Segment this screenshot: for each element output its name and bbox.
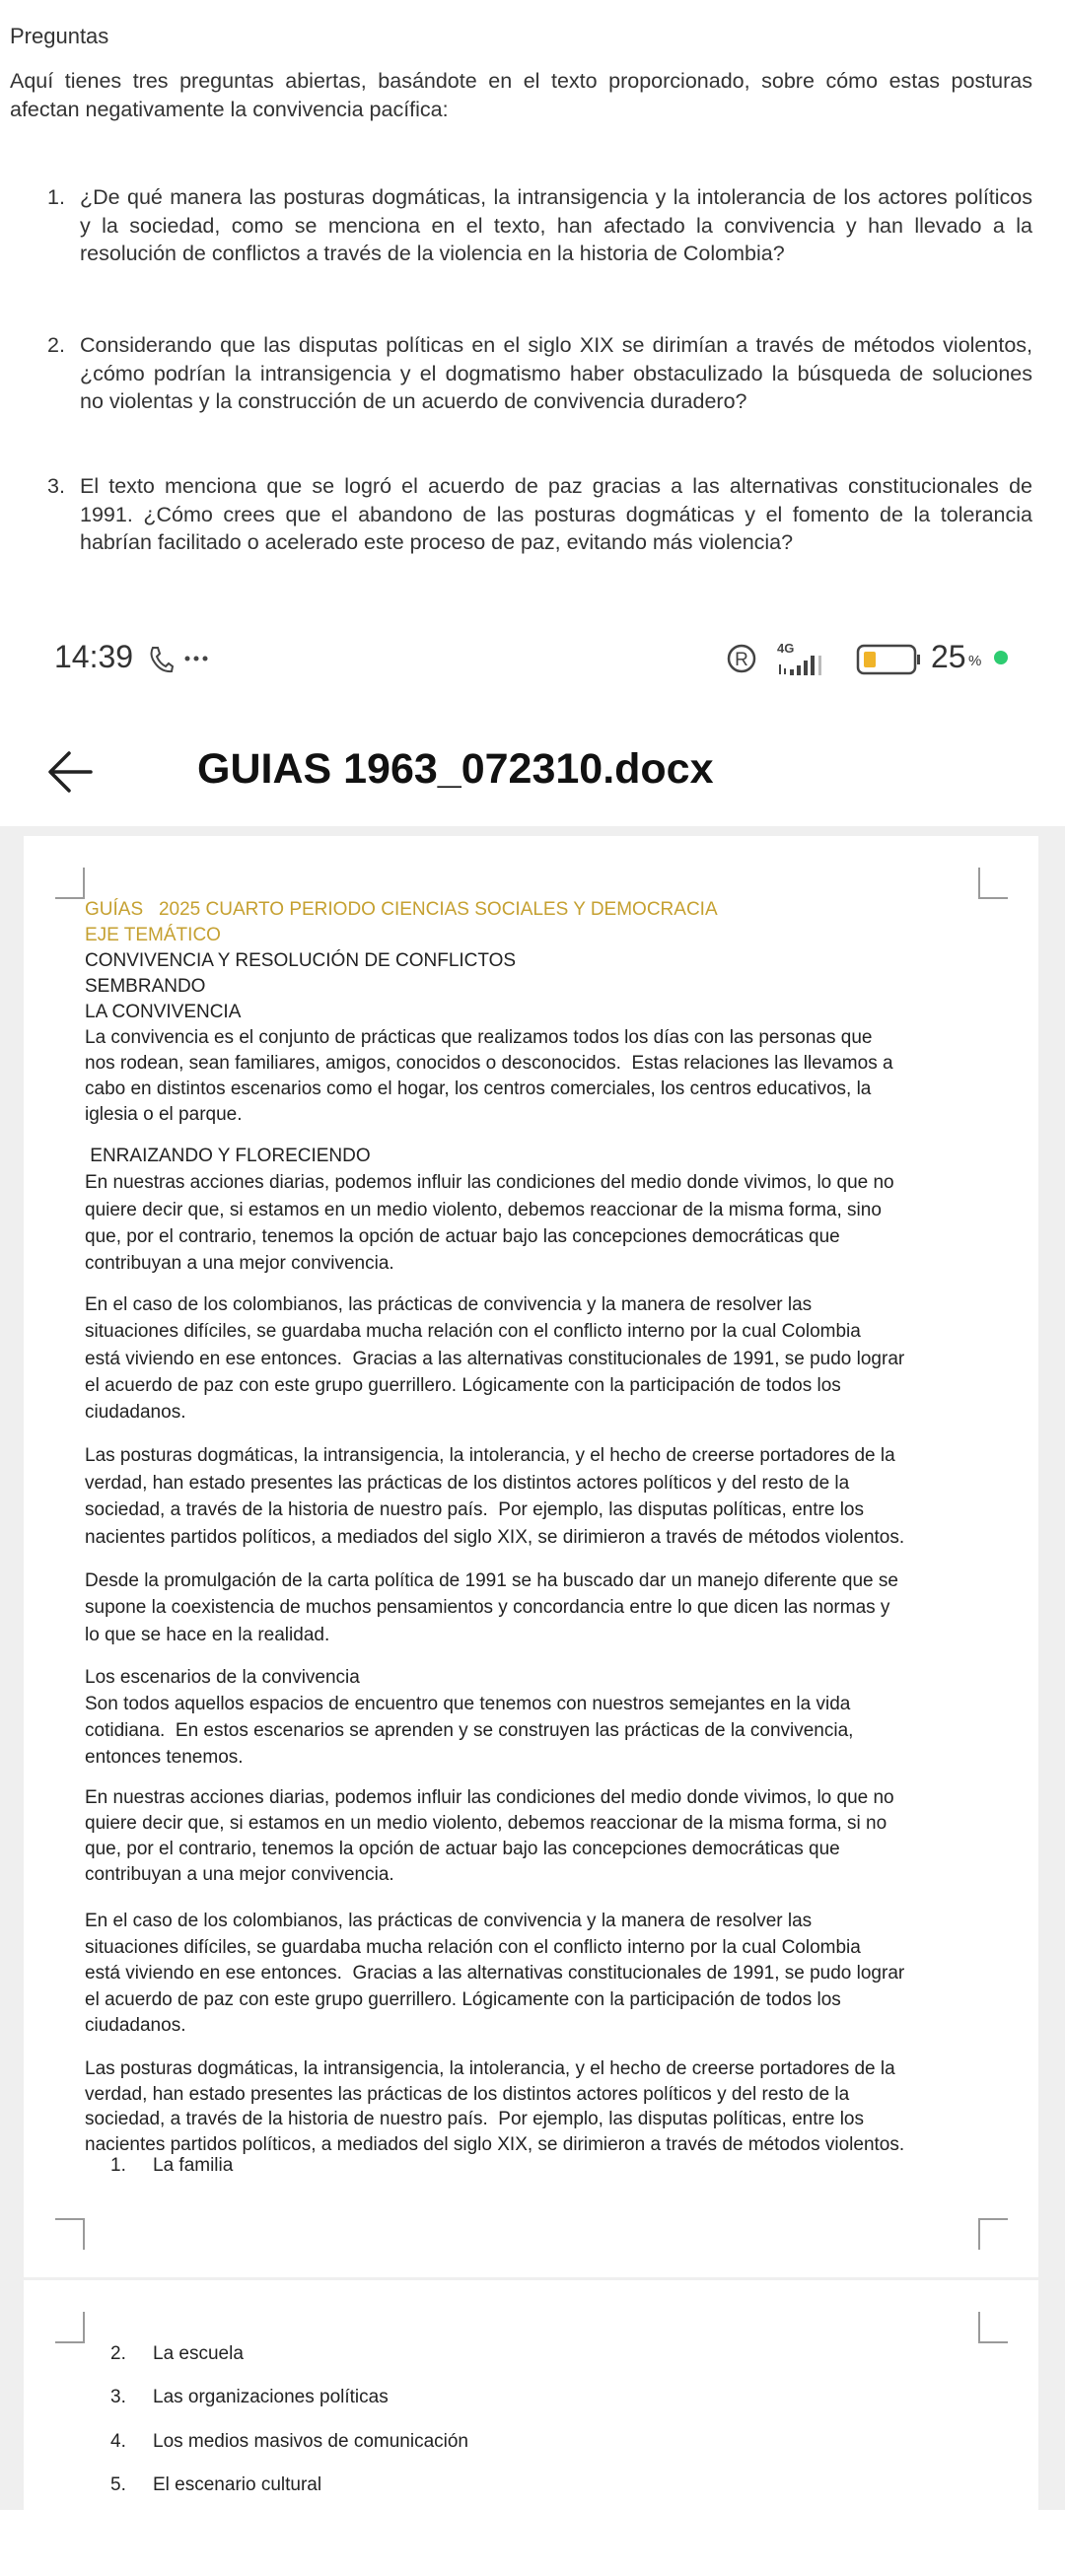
section-heading: GUÍAS 2025 CUARTO PERIODO CIENCIAS SOCIALES Y DEMOCRACIA xyxy=(85,899,718,920)
section-heading: ENRAIZANDO Y FLORECIENDO xyxy=(85,1146,371,1166)
document-page-1 xyxy=(24,836,1038,2277)
paragraph-line: que, por el contrario, tenemos la opción de actuar bajo las concepciones democráticas que xyxy=(85,1839,840,1859)
paragraph xyxy=(85,1442,904,1551)
paragraph-line: En el caso de los colombianos, las prácticas de convivencia y la manera de resolver las xyxy=(85,1294,813,1315)
section-heading: CONVIVENCIA Y RESOLUCIÓN DE CONFLICTOS xyxy=(85,950,517,971)
list-number: 2. xyxy=(110,2343,126,2364)
paragraph-line: situaciones difíciles, se guardaba mucha relación con el conflicto interno por la cual Colombia xyxy=(85,1936,861,1958)
list-number: 4. xyxy=(110,2430,126,2452)
paragraph-line: ciudadanos. xyxy=(85,1402,186,1424)
paragraph-line: que, por el contrario, tenemos la opción de actuar bajo las concepciones democráticas que xyxy=(85,1225,840,1247)
section-heading: Los escenarios de la convivencia xyxy=(85,1667,360,1688)
question-line: 1991. ¿Cómo crees que el abandono de las posturas dogmáticas y el fomento de la tolerancia xyxy=(80,502,1032,526)
question-line: El texto menciona que se logró el acuerdo de paz gracias a las alternativas constitucionales de xyxy=(80,474,1032,498)
questions-intro xyxy=(10,67,1032,123)
status-bar xyxy=(0,631,1065,686)
question-number: 2. xyxy=(47,333,65,357)
question-line: ¿cómo podrían la intransigencia y el dogmatismo haber obstaculizado la búsqueda de soluciones xyxy=(80,361,1032,385)
question-line: Considerando que las disputas políticas en el siglo XIX se dirimían a través de métodos violentos, xyxy=(80,333,1032,357)
svg-text:R: R xyxy=(735,650,748,670)
question-number: 1. xyxy=(47,185,65,209)
paragraph-line: Desde la promulgación de la carta política de 1991 se ha buscado dar un manejo diferente que se xyxy=(85,1570,898,1591)
list-label: Los medios masivos de comunicación xyxy=(153,2430,468,2452)
paragraph-line: Las posturas dogmáticas, la intransigencia, la intolerancia, y el hecho de creerse portadores de la xyxy=(85,2058,895,2079)
question-line: resolución de conflictos a través de la violencia en la historia de Colombia? xyxy=(80,242,785,266)
paragraph xyxy=(85,1143,894,1277)
paragraph-line: está viviendo en ese entonces. Gracias a las alternativas constitucionales de 1991, se pudo lograr xyxy=(85,1348,905,1369)
paragraph-line: quiere decir que, si estamos en un medio violento, debemos reaccionar de la misma forma, sino xyxy=(85,1199,882,1220)
paragraph-line: La convivencia es el conjunto de prácticas que realizamos todos los días con las personas que xyxy=(85,1027,873,1048)
list-item xyxy=(110,2153,233,2179)
question-line: y la sociedad, como se menciona en el texto, han afectado la convivencia y han llevado a la xyxy=(80,213,1032,238)
paragraph-line: ciudadanos. xyxy=(85,2015,186,2036)
network-type: 4G xyxy=(777,641,795,656)
battery-icon xyxy=(856,643,925,676)
paragraph-line: lo que se hace en la realidad. xyxy=(85,1624,330,1645)
paragraph xyxy=(85,1567,898,1648)
battery-unit: % xyxy=(968,653,982,669)
paragraph-line: situaciones difíciles, se guardaba mucha relación con el conflicto interno por la cual Colombia xyxy=(85,1321,861,1343)
question-text xyxy=(80,183,1032,268)
paragraph xyxy=(85,1785,894,1888)
paragraph-line: el acuerdo de paz con este grupo guerrillero. Lógicamente con la participación de todos los xyxy=(85,1374,841,1396)
paragraph-line: verdad, han estado presentes las prácticas de los distintos actores políticos y del resto de la xyxy=(85,1472,850,1494)
status-indicator-dot xyxy=(994,651,1008,664)
section-heading: LA CONVIVENCIA xyxy=(85,1002,242,1022)
list-item xyxy=(110,2429,468,2455)
document-page-2 xyxy=(24,2280,1038,2576)
paragraph-line: iglesia o el parque. xyxy=(85,1104,243,1125)
questions-heading: Preguntas xyxy=(10,24,109,48)
list-item xyxy=(110,2472,321,2498)
roaming-r-icon xyxy=(727,643,756,674)
phone-call-icon xyxy=(148,645,174,674)
status-time: 14:39 xyxy=(54,639,134,674)
page-margin-mark xyxy=(978,2312,1008,2343)
question-number: 3. xyxy=(47,474,65,498)
list-number: 1. xyxy=(110,2155,126,2176)
paragraph-line: Son todos aquellos espacios de encuentro que tenemos con nuestros semejantes en la vida xyxy=(85,1694,851,1714)
more-dots-icon xyxy=(183,655,211,662)
paragraph-line: nos rodean, sean familiares, amigos, conocidos o desconocidos. Estas relaciones las llevamos a xyxy=(85,1053,893,1074)
paragraph-line: sociedad, a través de la historia de nuestro país. Por ejemplo, las disputas políticas, entre los xyxy=(85,1499,864,1520)
paragraph-line: entonces tenemos. xyxy=(85,1747,244,1768)
question-text xyxy=(80,331,1032,416)
paragraph-line: sociedad, a través de la historia de nuestro país. Por ejemplo, las disputas políticas, entre los xyxy=(85,2109,864,2129)
document-viewer[interactable] xyxy=(0,826,1065,2510)
paragraph xyxy=(85,2056,904,2157)
paragraph-line: el acuerdo de paz con este grupo guerrillero. Lógicamente con la participación de todos los xyxy=(85,1988,841,2010)
paragraph-line: está viviendo en ese entonces. Gracias a las alternativas constitucionales de 1991, se pudo lograr xyxy=(85,1963,905,1984)
question-line: ¿De qué manera las posturas dogmáticas, la intransigencia y la intolerancia de los actores políticos xyxy=(80,185,1032,209)
list-item xyxy=(110,2341,244,2367)
paragraph xyxy=(85,1664,853,1771)
page-margin-mark xyxy=(978,2218,1008,2250)
paragraph-line: nacientes partidos políticos, a mediados del siglo XIX, se dirimieron a través de métodos violentos. xyxy=(85,1526,905,1548)
question-line: habrían facilitado o acelerado este proceso de paz, evitando más violencia? xyxy=(80,530,794,555)
paragraph-line: cotidiana. En estos escenarios se aprenden y se construyen las prácticas de la convivencia, xyxy=(85,1720,854,1741)
page-margin-mark xyxy=(978,868,1008,899)
paragraph-line: nacientes partidos políticos, a mediados del siglo XIX, se dirimieron a través de métodos violentos. xyxy=(85,2133,905,2155)
document-title: GUIAS 1963_072310.docx xyxy=(197,745,714,793)
paragraph-line: quiere decir que, si estamos en un medio violento, debemos reaccionar de la misma forma, si no xyxy=(85,1813,888,1834)
question-text xyxy=(80,472,1032,557)
question-line: no violentas y la construcción de un acuerdo de convivencia duradero? xyxy=(80,389,747,414)
paragraph xyxy=(85,1909,904,2040)
paragraph-line: contribuyan a una mejor convivencia. xyxy=(85,1253,394,1275)
page-margin-mark xyxy=(55,868,85,899)
battery-percent: 25 xyxy=(931,639,966,674)
paragraph-line: En nuestras acciones diarias, podemos influir las condiciones del medio donde vivimos, lo que no xyxy=(85,1172,894,1194)
paragraph-line: verdad, han estado presentes las prácticas de los distintos actores políticos y del resto de la xyxy=(85,2083,850,2105)
page-margin-mark xyxy=(55,2218,85,2250)
list-number: 3. xyxy=(110,2387,126,2408)
list-item xyxy=(110,2385,389,2410)
page-margin-mark xyxy=(55,2312,85,2343)
list-label: La escuela xyxy=(153,2343,244,2364)
paragraph-line: cabo en distintos escenarios como el hogar, los centros comerciales, los centros educativos, la xyxy=(85,1079,872,1099)
list-number: 5. xyxy=(110,2473,126,2495)
signal-icon xyxy=(777,655,838,678)
paragraph-line: Las posturas dogmáticas, la intransigencia, la intolerancia, y el hecho de creerse portadores de la xyxy=(85,1445,895,1466)
list-label: Las organizaciones políticas xyxy=(153,2387,389,2408)
question-line: Aquí tienes tres preguntas abiertas, basándote en el texto proporcionado, sobre cómo estas posturas xyxy=(10,69,1032,93)
list-label: El escenario cultural xyxy=(153,2473,322,2495)
paragraph-line: En el caso de los colombianos, las prácticas de convivencia y la manera de resolver las xyxy=(85,1911,813,1931)
section-heading: SEMBRANDO xyxy=(85,976,206,997)
question-line: afectan negativamente la convivencia pacífica: xyxy=(10,97,449,121)
paragraph xyxy=(85,897,893,1128)
arrow-left-icon[interactable] xyxy=(45,749,95,795)
paragraph-line: En nuestras acciones diarias, podemos influir las condiciones del medio donde vivimos, lo que no xyxy=(85,1787,894,1808)
section-heading: EJE TEMÁTICO xyxy=(85,925,221,945)
list-label: La familia xyxy=(153,2155,234,2176)
paragraph-line: contribuyan a una mejor convivencia. xyxy=(85,1864,394,1885)
paragraph xyxy=(85,1291,904,1426)
paragraph-line: supone la coexistencia de muchos pensamientos y concordancia entre lo que dicen las normas y xyxy=(85,1597,890,1619)
